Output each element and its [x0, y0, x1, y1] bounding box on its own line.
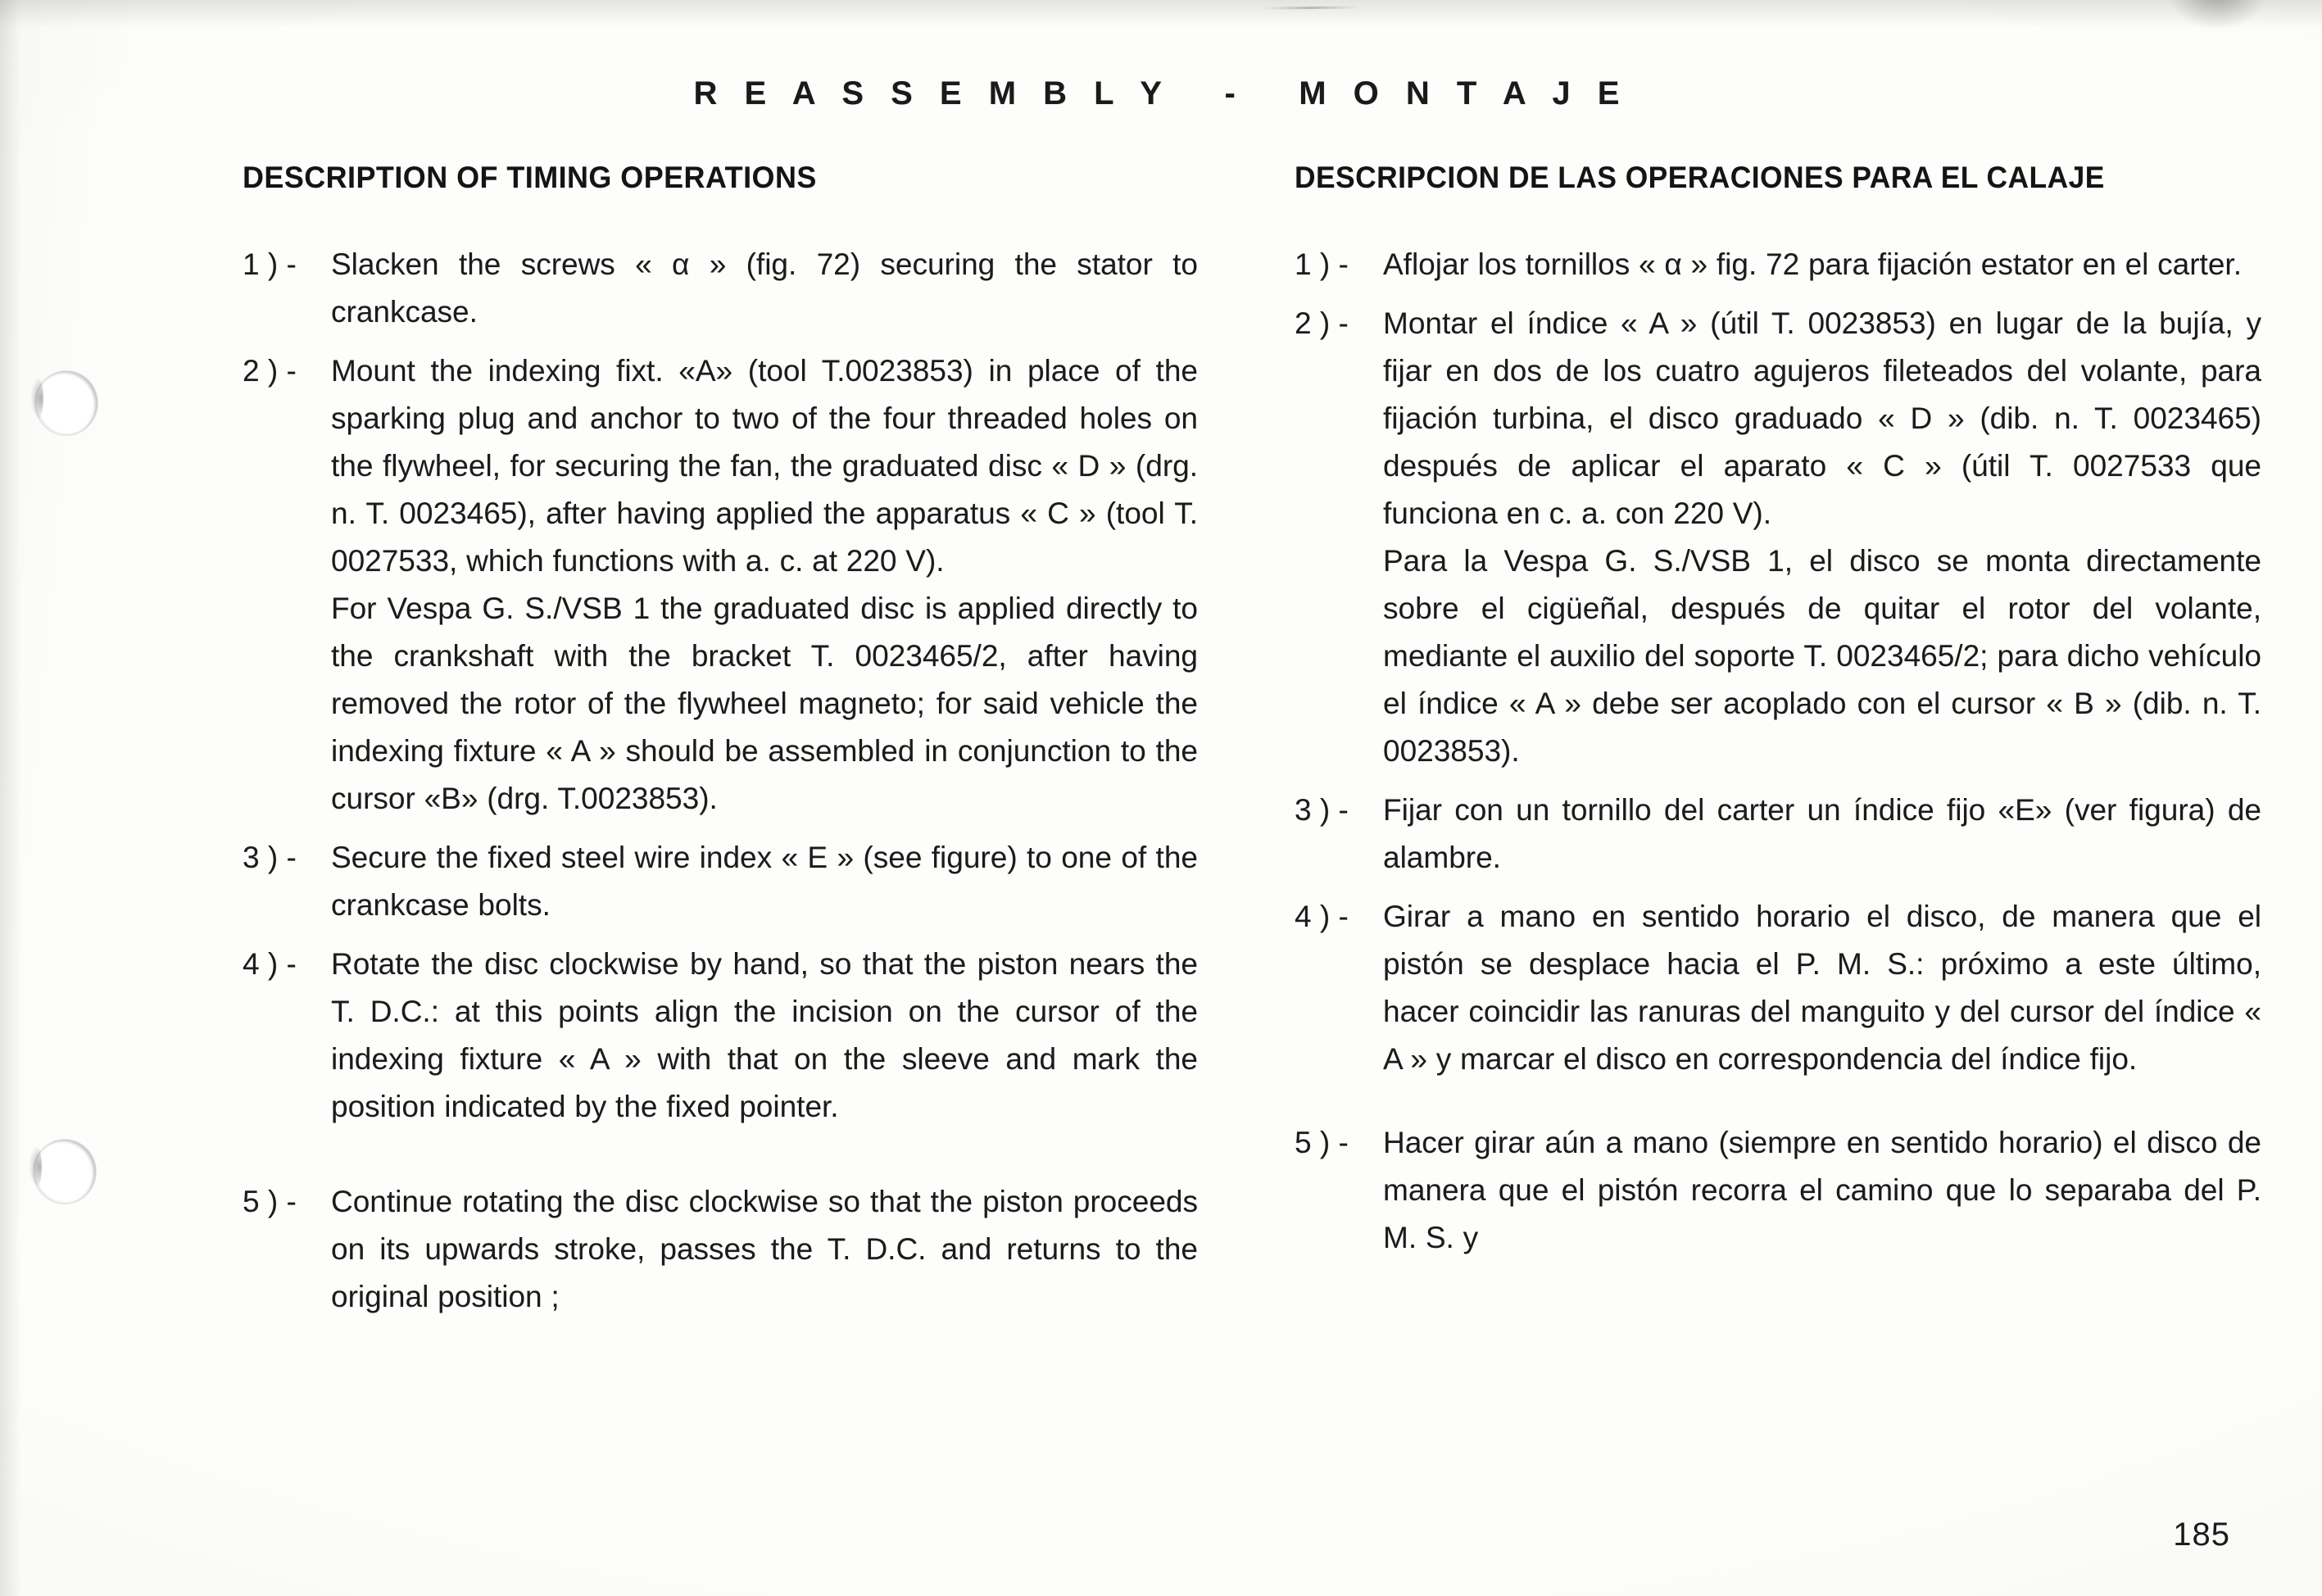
item-subparagraph: Para la Vespa G. S./VSB 1, el disco se monta directamente sobre el cigüeñal, después de quitar el rotor del volante, mediante el auxilio del soporte T. 0023465/2; para dicho vehículo el índice « A » debe ser acoplado con el cursor « B » (dib. n. T. 0023853).: [1383, 544, 2261, 768]
two-column-layout: [243, 161, 2263, 1332]
list-item: [1295, 300, 2261, 775]
item-number: 2 ) -: [1295, 306, 1349, 340]
item-paragraph: Secure the fixed steel wire index « E » (see figure) to one of the crankcase bolts.: [331, 841, 1198, 922]
item-paragraph: Aflojar los tornillos « α » fig. 72 para fijación estator en el carter.: [1383, 247, 2242, 281]
page-number: 185: [2173, 1517, 2230, 1553]
list-item: [1295, 241, 2261, 288]
scan-corner-smudge: [2168, 0, 2266, 29]
list-item: [1295, 1119, 2261, 1262]
item-paragraph: Hacer girar aún a mano (siempre en sentido horario) el disco de manera que el pistón recorra el camino que lo separaba del P. M. S. y: [1383, 1126, 2261, 1254]
item-paragraph: Girar a mano en sentido horario el disco, de manera que el pistón se desplace hacia el P. M. S.: próximo a este último, hacer coincidir las ranuras del manguito y del cursor del índice « A » y marcar el disco en correspondencia del índice fijo.: [1383, 900, 2261, 1076]
item-body: [331, 1178, 1198, 1321]
column-heading-english: DESCRIPTION OF TIMING OPERATIONS: [243, 161, 817, 194]
item-paragraph: Slacken the screws « α » (fig. 72) securing the stator to crankcase.: [331, 247, 1198, 329]
item-subparagraph: For Vespa G. S./VSB 1 the graduated disc is applied directly to the crankshaft with the bracket T. 0023465/2, after having removed the rotor of the flywheel magneto; for said vehicle the indexing fixture « A » should be assembled in conjunction to the cursor «B» (drg. T.0023853).: [331, 592, 1198, 815]
item-number: 1 ) -: [243, 247, 297, 281]
list-item: [243, 241, 1198, 336]
item-number: 3 ) -: [243, 841, 297, 874]
item-number: 3 ) -: [1295, 793, 1349, 827]
item-number: 5 ) -: [243, 1185, 297, 1218]
item-paragraph: Mount the indexing fixt. «A» (tool T.0023853) in place of the sparking plug and anchor to two of the four threaded holes on the flywheel, for securing the fan, the graduated disc « D » (drg. n. T. 0023465), after having applied the apparatus « C » (tool T. 0027533, which functions with a. c. at 220 V).: [331, 354, 1198, 578]
item-body: [331, 834, 1198, 929]
scan-scratch-mark: [1262, 6, 1360, 9]
hole-punch-lower: [33, 1139, 97, 1204]
item-body: [1383, 1119, 2261, 1262]
list-item: [1295, 787, 2261, 882]
list-item: [1295, 893, 2261, 1083]
page-header-title: R E A S S E M B L Y - M O N T A J E: [693, 75, 1629, 111]
hole-punch-upper: [34, 370, 98, 436]
item-body: [331, 241, 1198, 336]
list-item: [243, 347, 1198, 823]
list-item: [243, 941, 1198, 1131]
item-paragraph: Continue rotating the disc clockwise so that the piston proceeds on its upwards stroke, passes the T. D.C. and returns to the original position ;: [331, 1185, 1198, 1313]
item-body: [1383, 300, 2261, 775]
item-number: 5 ) -: [1295, 1126, 1349, 1159]
item-body: [331, 347, 1198, 823]
item-body: [1383, 787, 2261, 882]
column-spanish: [1295, 161, 2261, 1332]
column-heading-spanish: DESCRIPCION DE LAS OPERACIONES PARA EL CALAJE: [1295, 161, 2105, 194]
item-paragraph: Rotate the disc clockwise by hand, so that the piston nears the T. D.C.: at this points align the incision on the cursor of the indexing fixture « A » with that on the sleeve and mark the position indicated by the fixed pointer.: [331, 947, 1198, 1123]
scan-edge-shadow-left: [0, 0, 21, 1596]
item-number: 1 ) -: [1295, 247, 1349, 281]
item-body: [1383, 893, 2261, 1083]
list-item: [243, 834, 1198, 929]
item-body: [331, 941, 1198, 1131]
item-number: 2 ) -: [243, 354, 297, 388]
item-paragraph: Fijar con un tornillo del carter un índice fijo «E» (ver figura) de alambre.: [1383, 793, 2261, 874]
column-english: [243, 161, 1198, 1332]
item-number: 4 ) -: [243, 947, 297, 981]
item-paragraph: Montar el índice « A » (útil T. 0023853) en lugar de la bujía, y fijar en dos de los cuatro agujeros fileteados del volante, para fijación turbina, el disco graduado « D » (dib. n. T. 0023465) después de aplicar el aparato « C » (útil T. 0027533 que funciona en c. a. con 220 V).: [1383, 306, 2261, 530]
item-body: [1383, 241, 2261, 288]
scan-edge-shadow-top: [0, 0, 2322, 28]
item-number: 4 ) -: [1295, 900, 1349, 933]
list-item: [243, 1178, 1198, 1321]
